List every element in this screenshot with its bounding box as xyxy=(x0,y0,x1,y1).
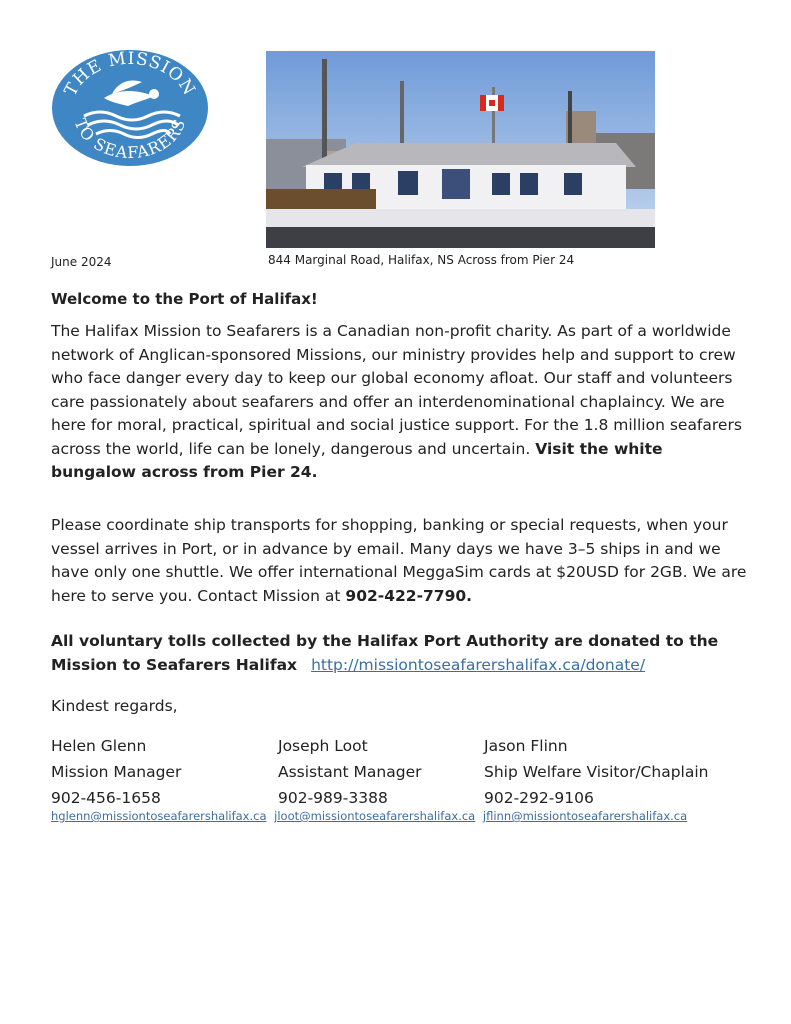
email-link-jason[interactable]: jflinn@missiontoseafarershalifax.ca xyxy=(482,809,688,823)
signatory-title: Mission Manager xyxy=(51,763,182,781)
mission-phone: 902-422-7790. xyxy=(345,586,473,605)
logo-top-text: THE MISSION xyxy=(60,48,200,100)
visit-callout: Visit the white bungalow across from Pier 24. xyxy=(51,439,663,481)
signatory-name: Helen Glenn xyxy=(51,737,147,755)
letter-date: June 2024 xyxy=(51,255,112,269)
donate-link[interactable]: http://missiontoseafarershalifax.ca/donate/ xyxy=(311,655,646,674)
email-link-helen[interactable]: hglenn@missiontoseafarershalifax.ca xyxy=(51,809,267,823)
signatory-name: Joseph Loot xyxy=(278,737,368,755)
email-link-joseph[interactable]: jloot@missiontoseafarershalifax.ca xyxy=(274,809,476,823)
signatory-jason xyxy=(484,733,708,811)
logo-bottom-text: TO SEAFARERS xyxy=(70,115,190,163)
transport-text: Please coordinate ship transports for shopping, banking or special requests, when your vessel arrives in Port, or in advance by email. Many days we have 3–5 ships in and we have only one shuttle. We offer international MeggaSim cards at $20USD for 2GB. We are here to serve you. Contact Mission at xyxy=(51,516,747,605)
signatory-title: Assistant Manager xyxy=(278,763,422,781)
signatory-joseph xyxy=(278,733,421,811)
welcome-heading: Welcome to the Port of Halifax! xyxy=(51,290,318,308)
mission-logo xyxy=(50,48,210,168)
signatory-phone: 902-989-3388 xyxy=(278,789,388,807)
signatory-helen xyxy=(51,733,181,811)
intro-text: The Halifax Mission to Seafarers is a Canadian non-profit charity. As part of a worldwide network of Anglican-sponsored Missions, our ministry provides help and support to crew who face danger every day to keep our global economy afloat. Our staff and volunteers care passionately about seafarers and offer an interdenominational chaplaincy. We are here for moral, practical, spiritual and social justice support. For the 1.8 million seafarers across the world, life can be lonely, dangerous and uncertain. xyxy=(51,322,742,458)
photo-caption: 844 Marginal Road, Halifax, NS Across from Pier 24 xyxy=(268,253,575,267)
signatory-name: Jason Flinn xyxy=(484,737,568,755)
email-row xyxy=(51,809,691,823)
signatory-phone: 902-456-1658 xyxy=(51,789,161,807)
closing: Kindest regards, xyxy=(51,697,178,715)
tolls-paragraph xyxy=(51,630,751,677)
signatory-phone: 902-292-9106 xyxy=(484,789,594,807)
intro-paragraph xyxy=(51,320,751,485)
mission-building-photo xyxy=(266,51,655,248)
signatory-title: Ship Welfare Visitor/Chaplain xyxy=(484,763,709,781)
transport-paragraph xyxy=(51,514,751,608)
tolls-text: All voluntary tolls collected by the Halifax Port Authority are donated to the Mission to Seafarers Halifax xyxy=(51,632,719,674)
